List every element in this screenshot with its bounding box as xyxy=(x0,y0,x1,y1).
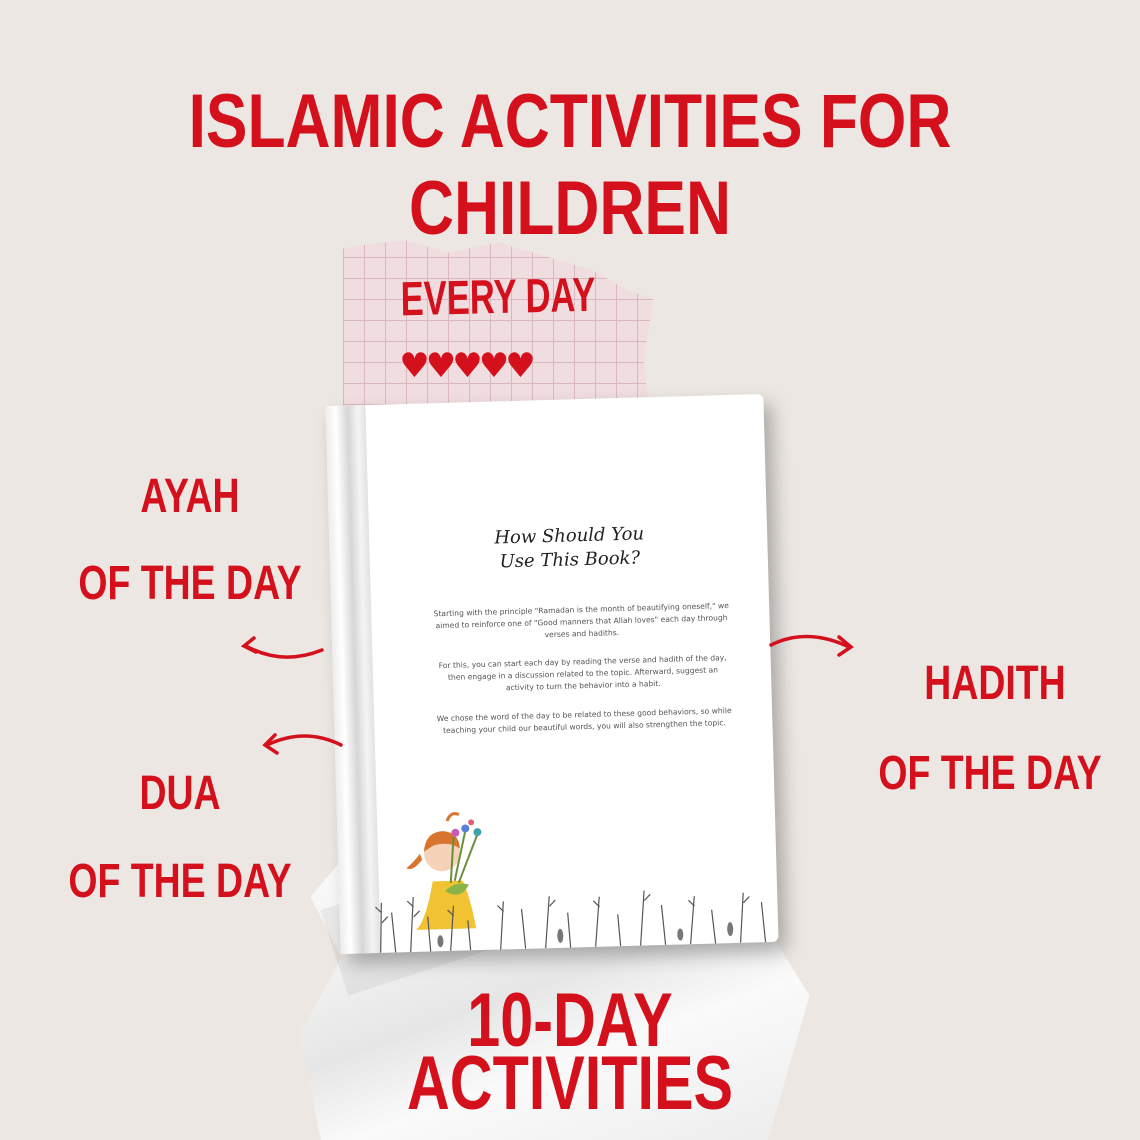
grass-illustration xyxy=(369,872,779,953)
arrow-to-hadith-icon xyxy=(765,625,860,665)
book-title-line2: Use This Book? xyxy=(499,547,641,573)
ayah-label-line2: OF THE DAY xyxy=(78,557,302,610)
ayah-label-line1: AYAH xyxy=(140,470,240,523)
activities-label-line2: ACTIVITIES xyxy=(406,1041,734,1126)
book-paragraph-2: For this, you can start each day by reading the verse and hadith of the day, then engage in a discussion related to the topic. Afterward, suggest an activity to turn the behavior into a habit. xyxy=(438,653,727,693)
activities-label-line1: 10-DAY xyxy=(467,978,673,1063)
arrow-to-ayah-icon xyxy=(232,630,332,670)
page-headline: ISLAMIC ACTIVITIES FOR CHILDREN xyxy=(188,79,952,251)
dua-label-line1: DUA xyxy=(139,767,221,820)
book-mockup xyxy=(325,394,778,954)
hadith-label-line1: HADITH xyxy=(924,657,1066,710)
book-paragraph-1: Starting with the principle "Ramadan is the month of beautifying oneself," we aimed to reinforce one of "Good manners that Allah loves" each day through verses and hadiths. xyxy=(433,601,729,640)
book-page-title xyxy=(419,520,720,576)
hadith-label-line2: OF THE DAY xyxy=(878,747,1102,800)
book-title-line1: How Should You xyxy=(493,523,645,549)
hearts-decoration: ♥♥♥♥♥ xyxy=(399,346,532,386)
book-paragraph-3: We chose the word of the day to be related to these good behaviors, so while teaching your child our beautiful words, you will also strengthen the topic. xyxy=(436,706,732,736)
dua-label-line2: OF THE DAY xyxy=(68,855,292,908)
every-day-label: EVERY DAY xyxy=(400,268,596,327)
arrow-to-dua-icon xyxy=(255,725,350,765)
